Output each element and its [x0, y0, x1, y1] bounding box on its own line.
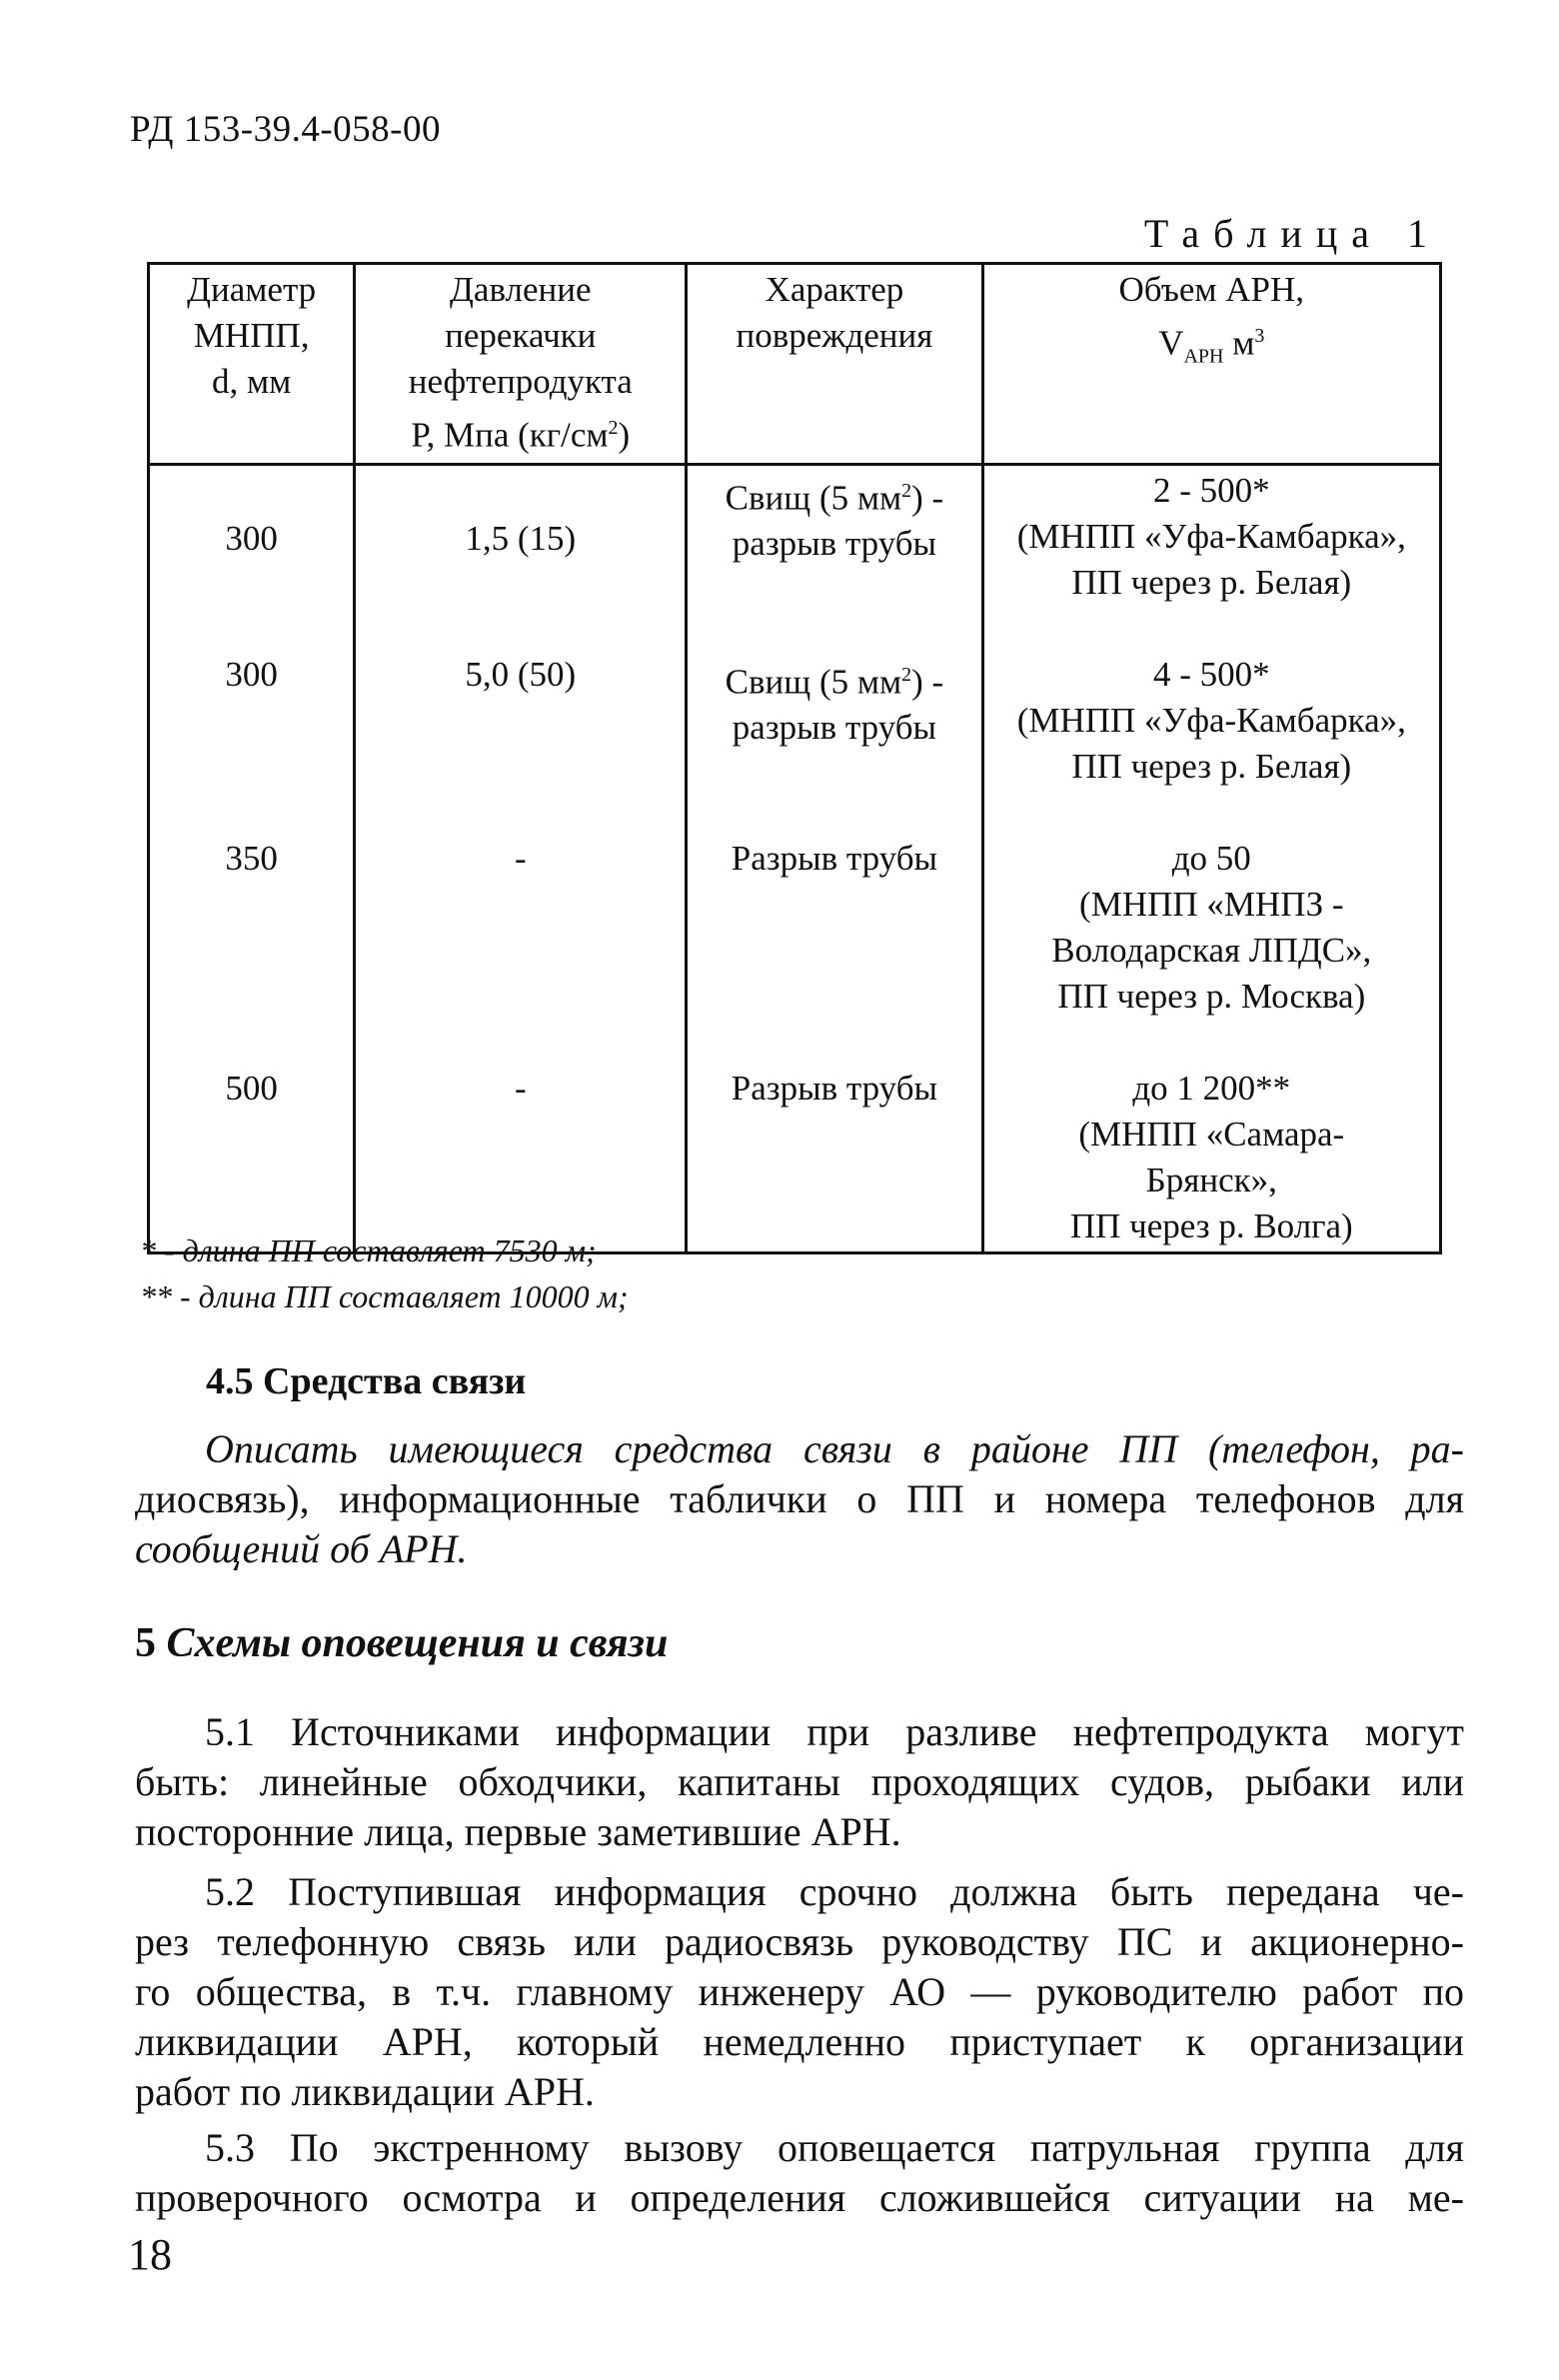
cell-volume: до 50 (МНПП «МНПЗ - Володарская ЛПДС», ПП через р. Москва) [982, 834, 1440, 1064]
table-row [149, 650, 1441, 834]
data-table [147, 262, 1442, 1254]
cell-pressure: 5,0 (50) [355, 650, 687, 834]
table-row [149, 834, 1441, 1064]
cell-damage: Свищ (5 $мм^2$) - разрыв трубы [687, 464, 982, 650]
cell-damage: Разрыв трубы [687, 834, 982, 1064]
cell-damage: Разрыв трубы [687, 1064, 982, 1253]
table-header-row [149, 264, 1441, 465]
paragraph-5-3: 5.3 По экстренному вызову оповещается патрульная группа для проверочного осмотра и определения сложившейся ситуации на ме- [135, 2125, 1464, 2220]
document-header: РД 153-39.4-058-00 [130, 109, 441, 150]
cell-pressure: - [355, 834, 687, 1064]
cell-volume: до 1 200** (МНПП «Самара- Брянск», ПП через р. Волга) [982, 1064, 1440, 1253]
table-row [149, 464, 1441, 650]
section-4-5-text: Описать имеющиеся средства связи в районе ПП (телефон, ра- диосвязь), информационные таблички о ПП и номера телефонов для сообщений об АРН. [135, 1426, 1464, 1571]
table-footnotes [140, 1227, 629, 1319]
cell-pressure: - [355, 1064, 687, 1253]
header-volume: Объем АРН, $V_{АРН}$ $м^3$ [982, 264, 1440, 465]
cell-diameter: 300 [149, 650, 355, 834]
cell-volume: 2 - 500* (МНПП «Уфа-Камбарка», ПП через р. Белая) [982, 464, 1440, 650]
header-pressure: Давление перекачки нефтепродукта Р, Мпа $(кг/см^2)$ [355, 264, 687, 465]
cell-pressure: 1,5 (15) [355, 464, 687, 650]
section-4-5-title: 4.5 Средства связи [206, 1360, 527, 1402]
cell-volume: 4 - 500* (МНПП «Уфа-Камбарка», ПП через р. Белая) [982, 650, 1440, 834]
table-row [149, 1064, 1441, 1253]
section-5-heading: 5 Схемы оповещения и связи [135, 1620, 669, 1666]
cell-diameter: 300 [149, 464, 355, 650]
page-number: 18 [128, 2230, 172, 2279]
header-damage: Характер повреждения [687, 264, 982, 465]
table-caption: Таблица 1 [1143, 211, 1441, 256]
footnote: ** - длина ПП составляет 10000 м; [140, 1278, 629, 1314]
cell-damage: Свищ (5 $мм^2$) - разрыв трубы [687, 650, 982, 834]
cell-diameter: 500 [149, 1064, 355, 1253]
header-diameter: Диаметр МНПП, d, мм [149, 264, 355, 465]
footnote: * - длина ПП составляет 7530 м; [140, 1232, 597, 1268]
cell-diameter: 350 [149, 834, 355, 1064]
paragraph-5-2: 5.2 Поступившая информация срочно должна быть передана че- рез телефонную связь или радиосвязь руководству ПС и акционерно- го общества, в т.ч. главному инженеру АО — руководителю работ по ликвидации АРН, который немедленно приступает к организации работ по ликвидации АРН. [135, 1869, 1464, 2114]
paragraph-5-1: 5.1 Источниками информации при разливе нефтепродукта могут быть: линейные обходчики, капитаны проходящих судов, рыбаки или посторонние лица, первые заметившие АРН. [135, 1709, 1464, 1854]
